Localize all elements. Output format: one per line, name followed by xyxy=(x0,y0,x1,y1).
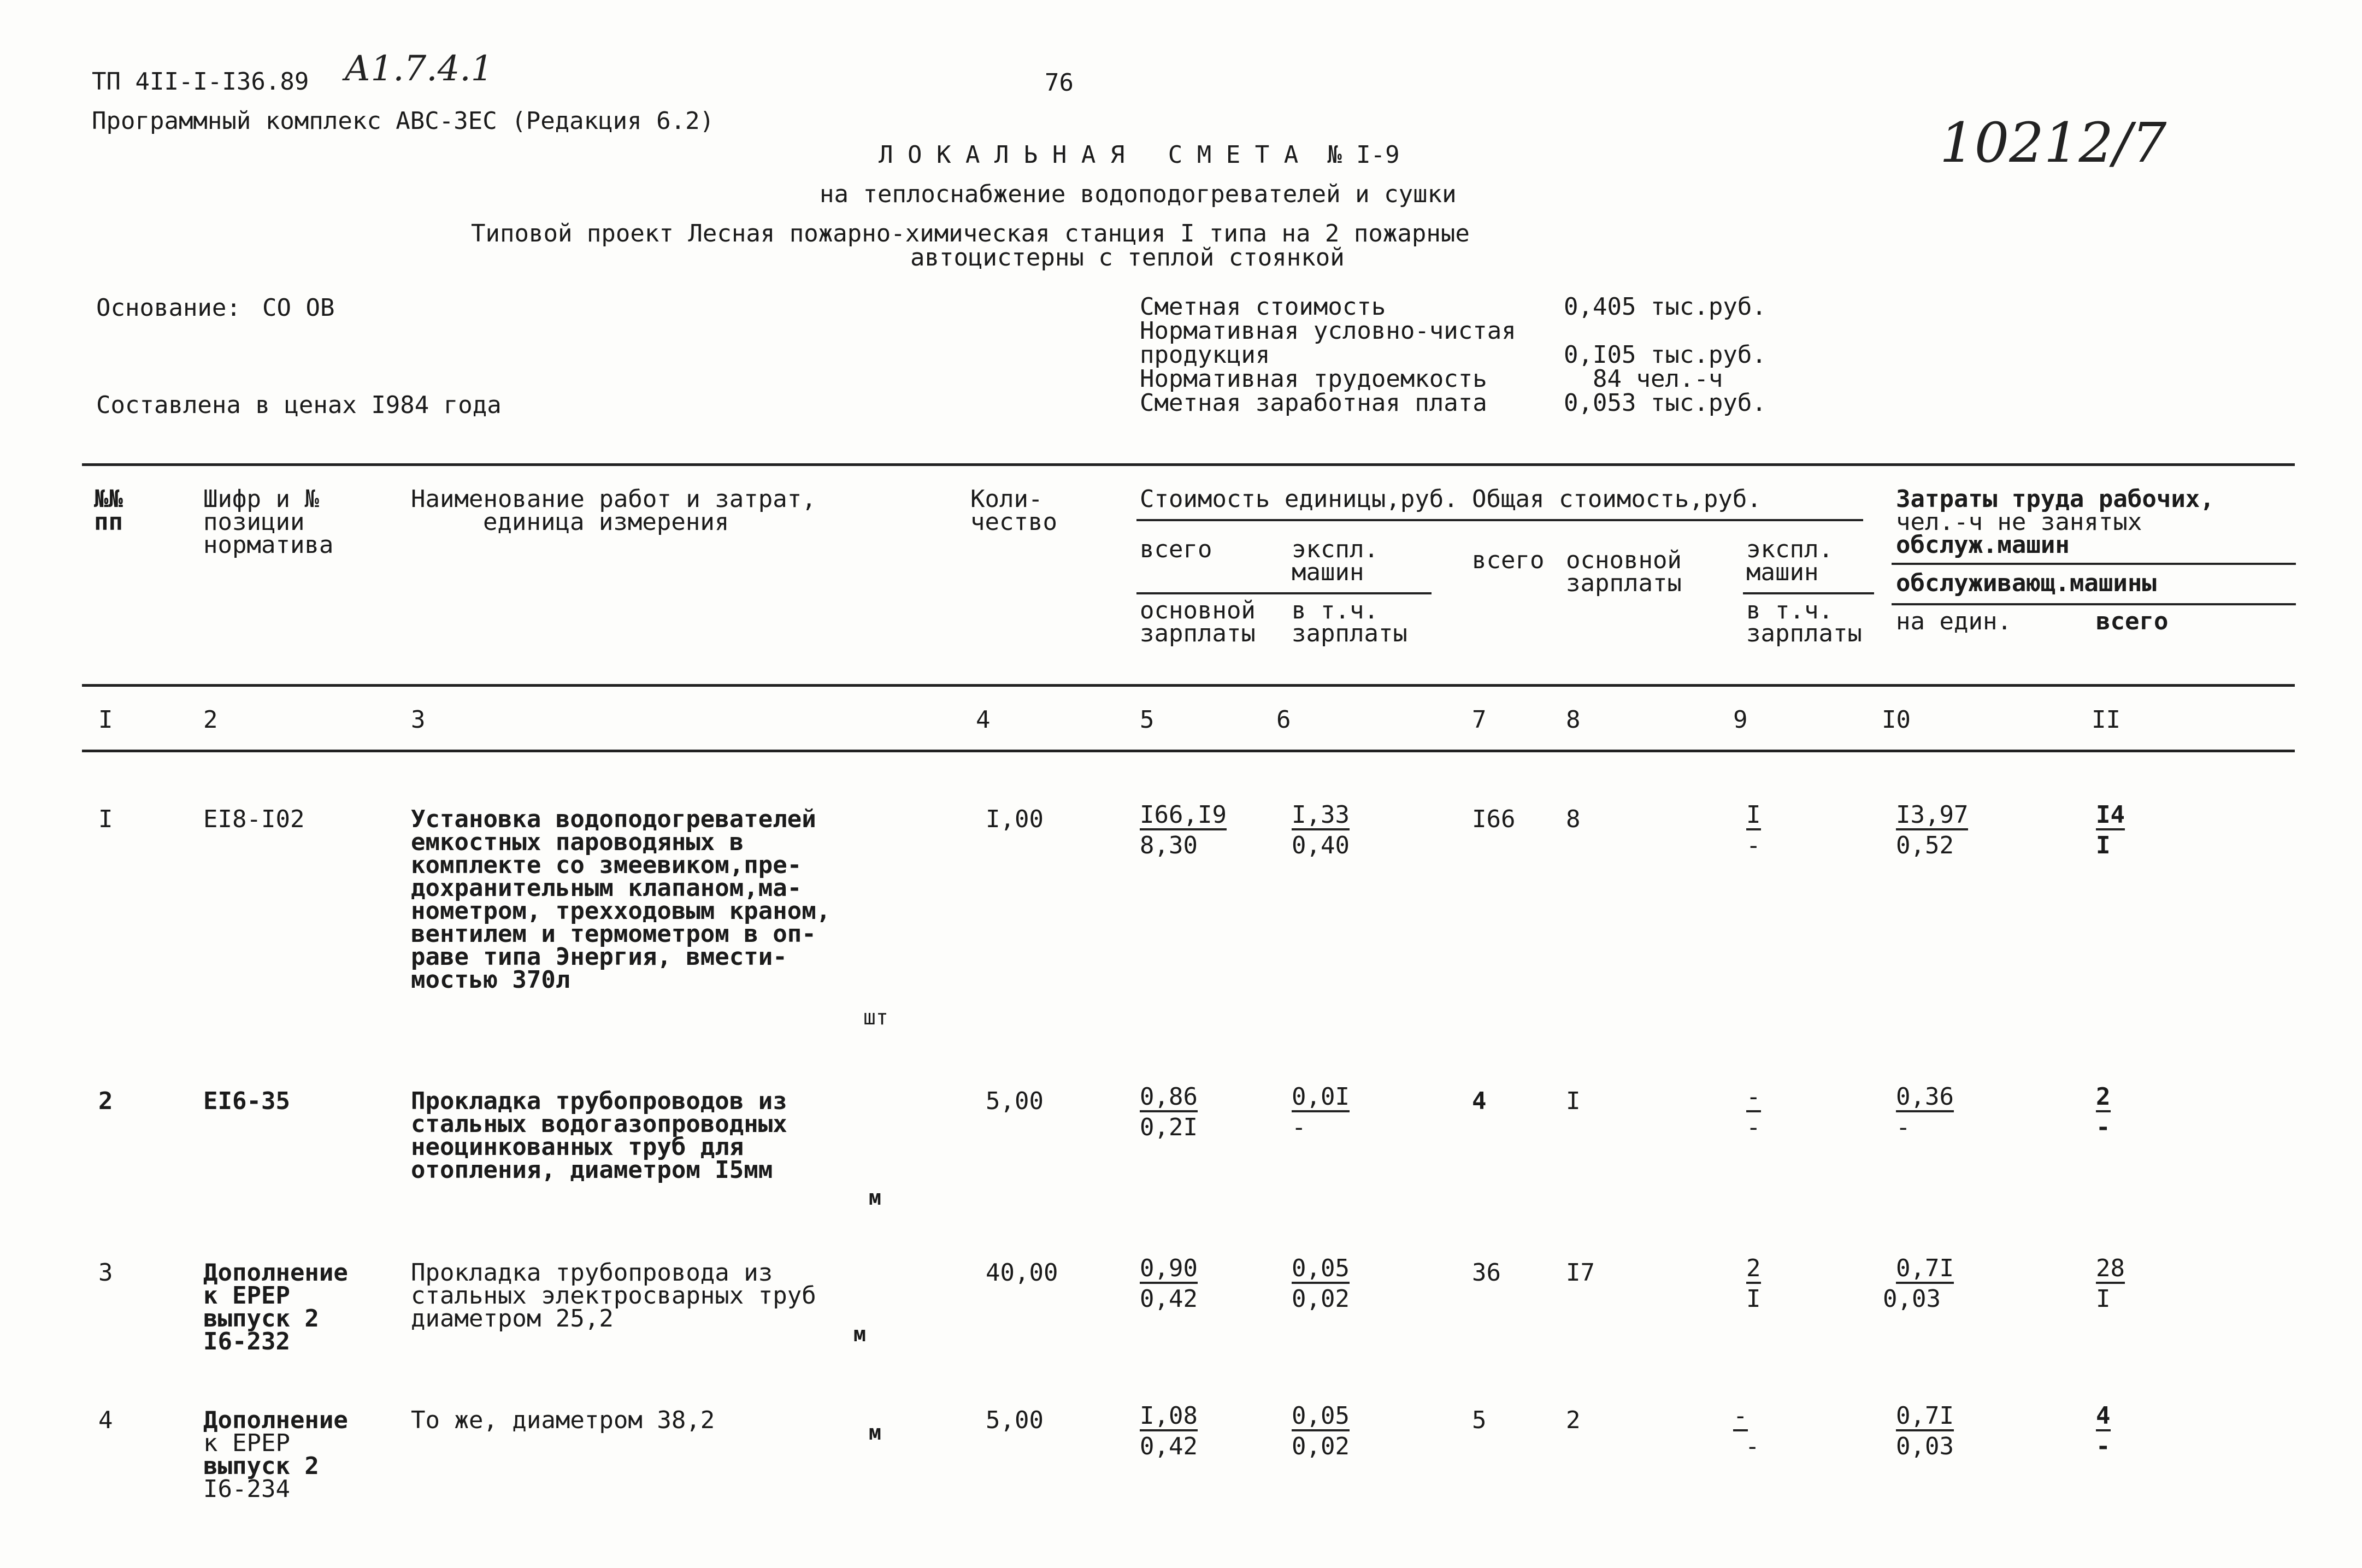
header-c10: на един. xyxy=(1896,608,2012,635)
value-bottom: - xyxy=(1896,1113,1911,1141)
handwritten-archive-number: 10212/7 xyxy=(1940,111,2167,175)
total-wages: I7 xyxy=(1566,1259,1595,1287)
value-top: 0,05 xyxy=(1292,1404,1350,1431)
column-number: 8 xyxy=(1566,706,1581,734)
value-top: I4 xyxy=(2096,803,2125,830)
norm-code-line: I6-232 xyxy=(203,1328,290,1355)
header-bottom-rule xyxy=(82,684,2295,687)
value-top: 2 xyxy=(1746,1257,1761,1284)
total-cost-title: Общая стоимость,руб. xyxy=(1472,485,1762,513)
labor-total xyxy=(2096,1254,2125,1313)
norm-code-line: выпуск 2 xyxy=(203,1452,319,1480)
value-top: I66,I9 xyxy=(1140,803,1227,830)
value-bottom: 0,52 xyxy=(1896,832,1954,859)
value-bottom: - xyxy=(2096,1113,2111,1141)
norm-code-line: к ЕРЕР xyxy=(203,1282,290,1310)
labor-title-line2: чел.-ч не занятых xyxy=(1896,508,2142,536)
work-name-line: То же, диаметром 38,2 xyxy=(411,1406,715,1434)
work-name-line: нометром, трехходовым краном, xyxy=(411,897,831,925)
value-top: I xyxy=(1746,803,1761,830)
total-cost: 4 xyxy=(1472,1087,1487,1115)
labor-total xyxy=(2096,1085,2111,1140)
value-top: 4 xyxy=(2096,1404,2111,1431)
value-bottom: - xyxy=(1745,1433,1760,1460)
unit-cost-title: Стоимость единицы,руб. xyxy=(1140,485,1458,513)
row-number: 4 xyxy=(98,1406,113,1434)
work-name-line: диаметром 25,2 xyxy=(411,1305,614,1333)
quantity: I,00 xyxy=(986,805,1044,833)
quantity: 5,00 xyxy=(986,1406,1044,1434)
value-bottom: I xyxy=(2096,1285,2111,1313)
header-col4-line1: Коли- xyxy=(970,485,1043,513)
table-top-rule xyxy=(82,463,2295,466)
value-top: 0,7I xyxy=(1896,1404,1954,1431)
handwritten-doc-code: А1.7.4.1 xyxy=(344,49,493,89)
norm-code-line: I6-234 xyxy=(203,1475,290,1503)
header-c6-bottom-2: зарплаты xyxy=(1292,620,1407,647)
header-c9-bottom-1: в т.ч. xyxy=(1746,597,1833,624)
column-number: 3 xyxy=(411,706,426,734)
unit: шт xyxy=(863,1005,888,1029)
cost-group-rule xyxy=(1136,519,1863,521)
norm-code: EI6-35 xyxy=(203,1087,290,1115)
value-bottom: - xyxy=(1292,1113,1306,1141)
labor-per-unit xyxy=(1896,803,1968,858)
labor-per-unit xyxy=(1883,1254,1954,1313)
column-number: 9 xyxy=(1733,706,1748,734)
column-number: 7 xyxy=(1472,706,1487,734)
summary-label: Нормативная условно-чистая xyxy=(1140,317,1516,345)
norm-code-line: выпуск 2 xyxy=(203,1305,319,1333)
total-cost: 5 xyxy=(1472,1406,1487,1434)
project-line-2: автоцистерны с теплой стоянкой xyxy=(910,244,1345,272)
total-cost: I66 xyxy=(1472,805,1516,833)
column-number: 5 xyxy=(1140,706,1155,734)
c5-split-rule xyxy=(1136,592,1432,594)
summary-label: Сметная стоимость xyxy=(1140,293,1386,321)
header-c5-bottom-2: зарплаты xyxy=(1140,620,1256,647)
value-bottom: I xyxy=(1746,1285,1761,1313)
value-top: 0,7I xyxy=(1896,1257,1954,1284)
header-c9-bottom-2: зарплаты xyxy=(1746,620,1862,647)
header-col2-line1: Шифр и № xyxy=(203,485,319,513)
unit-cost-total xyxy=(1140,1254,1198,1313)
value-top: 0,86 xyxy=(1140,1085,1198,1112)
column-number: 2 xyxy=(203,706,218,734)
labor-rule-2 xyxy=(1892,603,2296,605)
summary-value: 84 чел.-ч xyxy=(1564,365,1723,393)
header-c5-top: всего xyxy=(1140,535,1212,563)
labor-total xyxy=(2096,1404,2111,1459)
unit: м xyxy=(853,1322,866,1346)
value-top: - xyxy=(1733,1404,1748,1431)
summary-value: 0,053 тыс.руб. xyxy=(1564,389,1766,417)
norm-code-line: Дополнение xyxy=(203,1406,348,1434)
work-name-line: вентилем и термометром в оп- xyxy=(411,920,816,948)
basis-value: СО ОВ xyxy=(262,294,335,322)
header-col4-line2: чество xyxy=(970,508,1057,536)
page-number: 76 xyxy=(1045,69,1074,97)
work-name-line: мостью 370л xyxy=(411,966,570,994)
labor-subtitle: обслуживающ.машины xyxy=(1896,569,2157,597)
header-c9-top-2: машин xyxy=(1746,558,1819,586)
quantity: 40,00 xyxy=(986,1259,1058,1287)
unit: м xyxy=(869,1186,881,1210)
total-machines xyxy=(1746,803,1761,858)
value-bottom: I xyxy=(2096,832,2111,859)
column-number: I xyxy=(98,706,113,734)
value-top: 2 xyxy=(2096,1085,2111,1112)
header-col3-line2: единица измерения xyxy=(483,508,729,536)
work-name-line: дохранительным клапаном,ма- xyxy=(411,874,802,902)
work-name-line: Прокладка трубопровода из xyxy=(411,1259,773,1287)
norm-code-line: Дополнение xyxy=(203,1259,348,1287)
total-cost: 36 xyxy=(1472,1259,1501,1287)
value-bottom: - xyxy=(2096,1433,2111,1460)
value-top: 28 xyxy=(2096,1257,2125,1284)
work-name-line: неоцинкованных труб для xyxy=(411,1133,744,1161)
unit-cost-total xyxy=(1140,803,1227,858)
header-c6-bottom-1: в т.ч. xyxy=(1292,597,1379,624)
doc-code: ТП 4II-I-I36.89 xyxy=(92,68,309,96)
header-col2-line3: норматива xyxy=(203,531,334,559)
summary-label: Нормативная трудоемкость xyxy=(1140,365,1487,393)
header-col2-line2: позиции xyxy=(203,508,305,536)
numbers-bottom-rule xyxy=(82,750,2295,752)
value-top: 0,0I xyxy=(1292,1085,1350,1112)
value-bottom: 0,2I xyxy=(1140,1113,1198,1141)
value-top: 0,90 xyxy=(1140,1257,1198,1284)
unit-cost-machines xyxy=(1292,1085,1350,1140)
value-top: 0,05 xyxy=(1292,1257,1350,1284)
header-c6-top-2: машин xyxy=(1292,558,1364,586)
header-c8-2: зарплаты xyxy=(1566,569,1682,597)
unit-cost-machines xyxy=(1292,803,1350,858)
quantity: 5,00 xyxy=(986,1087,1044,1115)
estimate-subtitle: на теплоснабжение водоподогревателей и сушки xyxy=(820,180,1457,208)
value-bottom: 0,03 xyxy=(1883,1285,1941,1313)
basis-label: Основание: xyxy=(96,294,241,322)
value-bottom: 0,02 xyxy=(1292,1285,1350,1313)
header-c9-top-1: экспл. xyxy=(1746,535,1833,563)
summary-label: Сметная заработная плата xyxy=(1140,389,1487,417)
labor-per-unit xyxy=(1896,1404,1954,1459)
unit-cost-total xyxy=(1140,1404,1198,1459)
value-bottom: - xyxy=(1746,1113,1761,1141)
norm-code-line: к ЕРЕР xyxy=(203,1429,290,1457)
estimate-title: Л О К А Л Ь Н А Я С М Е Т А № I-9 xyxy=(879,141,1400,169)
header-c5-bottom-1: основной xyxy=(1140,597,1256,624)
value-top: - xyxy=(1746,1085,1761,1112)
total-machines xyxy=(1733,1404,1760,1459)
row-number: I xyxy=(98,805,113,833)
value-bottom: 0,03 xyxy=(1896,1433,1954,1460)
work-name-line: комплекте со змеевиком,пре- xyxy=(411,851,802,879)
header-c6-top-1: экспл. xyxy=(1292,535,1379,563)
value-top: I,08 xyxy=(1140,1404,1198,1431)
header-col1-line2: пп xyxy=(94,508,123,536)
header-c7: всего xyxy=(1472,546,1545,574)
column-number: 6 xyxy=(1276,706,1291,734)
header-c11: всего xyxy=(2096,608,2169,635)
value-bottom: 0,02 xyxy=(1292,1433,1350,1460)
total-wages: 8 xyxy=(1566,805,1581,833)
work-name-line: емкостных пароводяных в xyxy=(411,828,744,856)
value-bottom: 0,40 xyxy=(1292,832,1350,859)
summary-value: 0,I05 тыс.руб. xyxy=(1564,341,1766,369)
value-bottom: 0,42 xyxy=(1140,1285,1198,1313)
column-number: I0 xyxy=(1882,706,1911,734)
c9-split-rule xyxy=(1743,592,1874,594)
summary-value: 0,405 тыс.руб. xyxy=(1564,293,1766,321)
prices-text: Составлена в ценах I984 года xyxy=(96,391,502,419)
value-top: I3,97 xyxy=(1896,803,1968,830)
software-line: Программный комплекс АВС-ЗЕС (Редакция 6.2) xyxy=(92,107,715,135)
unit-cost-machines xyxy=(1292,1254,1350,1313)
unit-cost-total xyxy=(1140,1085,1198,1140)
unit-cost-machines xyxy=(1292,1404,1350,1459)
total-wages: 2 xyxy=(1566,1406,1581,1434)
labor-total xyxy=(2096,803,2125,858)
work-name-line: раве типа Энергия, вмести- xyxy=(411,943,787,971)
labor-rule-1 xyxy=(1892,563,2296,565)
labor-per-unit xyxy=(1896,1085,1954,1140)
total-machines xyxy=(1746,1254,1761,1313)
work-name-line: отопления, диаметром I5мм xyxy=(411,1156,773,1184)
work-name-line: Установка водоподогревателей xyxy=(411,805,816,833)
unit: м xyxy=(869,1420,881,1445)
total-machines xyxy=(1746,1085,1761,1140)
header-col3-line1: Наименование работ и затрат, xyxy=(411,485,816,513)
value-top: 0,36 xyxy=(1896,1085,1954,1112)
row-number: 2 xyxy=(98,1087,113,1115)
summary-label: продукция xyxy=(1140,341,1270,369)
value-top: I,33 xyxy=(1292,803,1350,830)
value-bottom: 0,42 xyxy=(1140,1433,1198,1460)
column-number: II xyxy=(2092,706,2121,734)
value-bottom: 8,30 xyxy=(1140,832,1198,859)
work-name-line: стальных электросварных труб xyxy=(411,1282,816,1310)
project-line-1: Типовой проект Лесная пожарно-химическая станция I типа на 2 пожарные xyxy=(471,220,1470,247)
header-col1-line1: №№ xyxy=(94,485,123,513)
header-c8-1: основной xyxy=(1566,546,1682,574)
total-wages: I xyxy=(1566,1087,1581,1115)
column-number: 4 xyxy=(976,706,991,734)
value-bottom: - xyxy=(1746,832,1761,859)
row-number: 3 xyxy=(98,1259,113,1287)
labor-title-line3: обслуж.машин xyxy=(1896,531,2070,559)
work-name-line: Прокладка трубопроводов из xyxy=(411,1087,787,1115)
work-name-line: стальных водогазопроводных xyxy=(411,1110,787,1138)
labor-title-line1: Затраты труда рабочих, xyxy=(1896,485,2214,513)
norm-code: EI8-I02 xyxy=(203,805,305,833)
